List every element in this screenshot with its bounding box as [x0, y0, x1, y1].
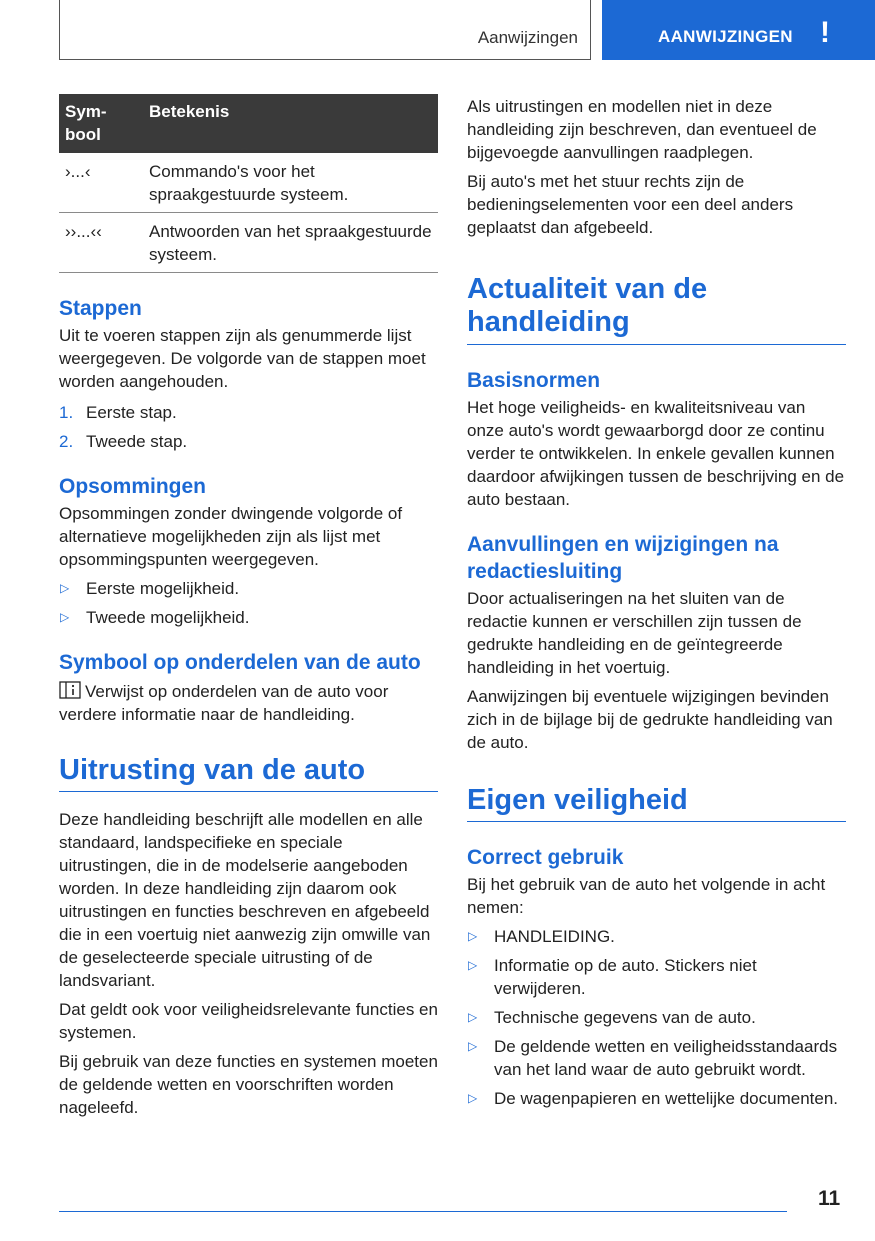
- symbool-text: [59, 680, 438, 726]
- list-item: [59, 606, 438, 629]
- table-header-symbol: Sym- bool: [59, 94, 143, 153]
- list-item: [59, 401, 438, 424]
- list-item: [467, 954, 846, 1000]
- aanvullingen-paragraph: Aanwijzingen bij eventuele wijzigingen bevinden zich in de bijlage bij de gedrukte handleiding van de auto.: [467, 687, 833, 752]
- table-row: [59, 213, 438, 273]
- bullet-text: HANDLEIDING.: [494, 927, 615, 946]
- list-item: [59, 577, 438, 600]
- table-cell-symbol: ›...‹: [59, 153, 143, 213]
- symbool-heading: Symbool op onderdelen van de auto: [59, 651, 421, 674]
- stappen-heading: Stappen: [59, 297, 142, 320]
- bullet-text: Tweede mogelijkheid.: [86, 608, 250, 627]
- intro-paragraph: Als uitrustingen en modellen niet in deze handleiding zijn beschreven, dan eventueel de bijgevoegde aanvullingen raadplegen.: [467, 97, 817, 162]
- bullet-triangle-icon: ▷: [468, 958, 478, 972]
- steps-list: [59, 401, 438, 453]
- list-item: [467, 1035, 846, 1081]
- table-header-meaning: Betekenis: [143, 94, 438, 153]
- step-text: Eerste stap.: [86, 403, 177, 422]
- bullet-triangle-icon: ▷: [468, 1039, 478, 1053]
- intro-paragraph: Bij auto's met het stuur rechts zijn de bedieningselementen voor een deel anders geplaatst dan afgebeeld.: [467, 172, 794, 237]
- aanvullingen-heading: Aanvullingen en wijzigingen na redactiesluiting: [467, 533, 779, 583]
- exclamation-icon: !: [820, 16, 830, 49]
- list-item: [467, 1006, 846, 1029]
- bullet-list: [467, 925, 846, 1110]
- bullet-triangle-icon: ▷: [60, 610, 70, 624]
- bullet-text: Technische gegevens van de auto.: [494, 1008, 756, 1027]
- basisnormen-heading: Basisnormen: [467, 369, 601, 392]
- actualiteit-heading: Actualiteit van de handleiding: [467, 273, 846, 345]
- right-column: [467, 95, 846, 1116]
- opsommingen-text: Opsommingen zonder dwingende volgorde of alternatieve mogelijkheden zijn als lijst met opsommingspunten weergegeven.: [59, 504, 403, 569]
- footer-rule: [59, 1211, 787, 1212]
- symbol-table: [59, 94, 438, 273]
- bullet-triangle-icon: ▷: [468, 929, 478, 943]
- stappen-text: Uit te voeren stappen zijn als genummerde lijst weergegeven. De volgorde van de stappen moet worden aangehouden.: [59, 326, 426, 391]
- header-frame: [59, 0, 591, 60]
- section-title: Aanwijzingen: [477, 28, 578, 47]
- list-item: [59, 430, 438, 453]
- list-item: [467, 1087, 846, 1110]
- bullet-text: De wagenpapieren en wettelijke documenten.: [494, 1089, 839, 1108]
- chapter-tab-label: AANWIJZINGEN: [658, 27, 793, 46]
- correct-gebruik-heading: Correct gebruik: [467, 846, 624, 869]
- bullet-text: Informatie op de auto. Stickers niet verwijderen.: [494, 956, 757, 998]
- chapter-tab: [602, 0, 875, 60]
- uitrusting-paragraph: Bij gebruik van deze functies en systemen moeten de geldende wetten en voorschriften worden nageleefd.: [59, 1052, 438, 1117]
- left-column: [59, 94, 438, 1125]
- step-text: Tweede stap.: [86, 432, 188, 451]
- table-row: [59, 153, 438, 213]
- veiligheid-heading: Eigen veiligheid: [467, 784, 846, 822]
- page-number: 11: [818, 1187, 841, 1210]
- table-header-row: [59, 94, 438, 153]
- table-cell-meaning: Antwoorden van het spraakgestuurde systeem.: [143, 213, 438, 273]
- list-item: [467, 925, 846, 948]
- book-info-icon: [59, 681, 81, 699]
- uitrusting-heading: Uitrusting van de auto: [59, 754, 438, 792]
- bullet-list: [59, 577, 438, 629]
- bullet-triangle-icon: ▷: [468, 1010, 478, 1024]
- uitrusting-paragraph: Deze handleiding beschrijft alle modellen en alle standaard, landspecifieke en speciale uitrustingen, die in de modelserie aangeboden worden. In deze handleiding zijn daarom ook uitrustingen en functies beschreven en afgebeeld die in een voertuig niet aanwezig zijn omwille van de geselecteerde speciale uitrusting of de landsvariant.: [59, 810, 431, 990]
- table-cell-meaning: Commando's voor het spraakgestuurde systeem.: [143, 153, 438, 213]
- correct-gebruik-text: Bij het gebruik van de auto het volgende in acht nemen:: [467, 875, 826, 917]
- bullet-text: Eerste mogelijkheid.: [86, 579, 240, 598]
- bullet-text: De geldende wetten en veiligheidsstandaards van het land waar de auto gebruikt wordt.: [494, 1037, 838, 1079]
- aanvullingen-paragraph: Door actualiseringen na het sluiten van de redactie kunnen er verschillen zijn tussen de gedrukte handleiding en de geïntegreerde handleiding in het voertuig.: [467, 589, 802, 677]
- opsommingen-heading: Opsommingen: [59, 475, 207, 498]
- step-number: 1.: [59, 403, 74, 422]
- step-number: 2.: [59, 432, 74, 451]
- basisnormen-text: Het hoge veiligheids- en kwaliteitsniveau van onze auto's wordt gewaarborgd door ze continu verder te ontwikkelen. In enkele gevallen kunnen daardoor afwijkingen tussen de beschrijving en de auto bestaan.: [467, 398, 845, 509]
- symbool-description: Verwijst op onderdelen van de auto voor verdere informatie naar de handleiding.: [59, 682, 389, 724]
- uitrusting-paragraph: Dat geldt ook voor veiligheidsrelevante functies en systemen.: [59, 1000, 438, 1042]
- table-cell-symbol: ››...‹‹: [59, 213, 143, 273]
- bullet-triangle-icon: ▷: [468, 1091, 478, 1105]
- bullet-triangle-icon: ▷: [60, 581, 70, 595]
